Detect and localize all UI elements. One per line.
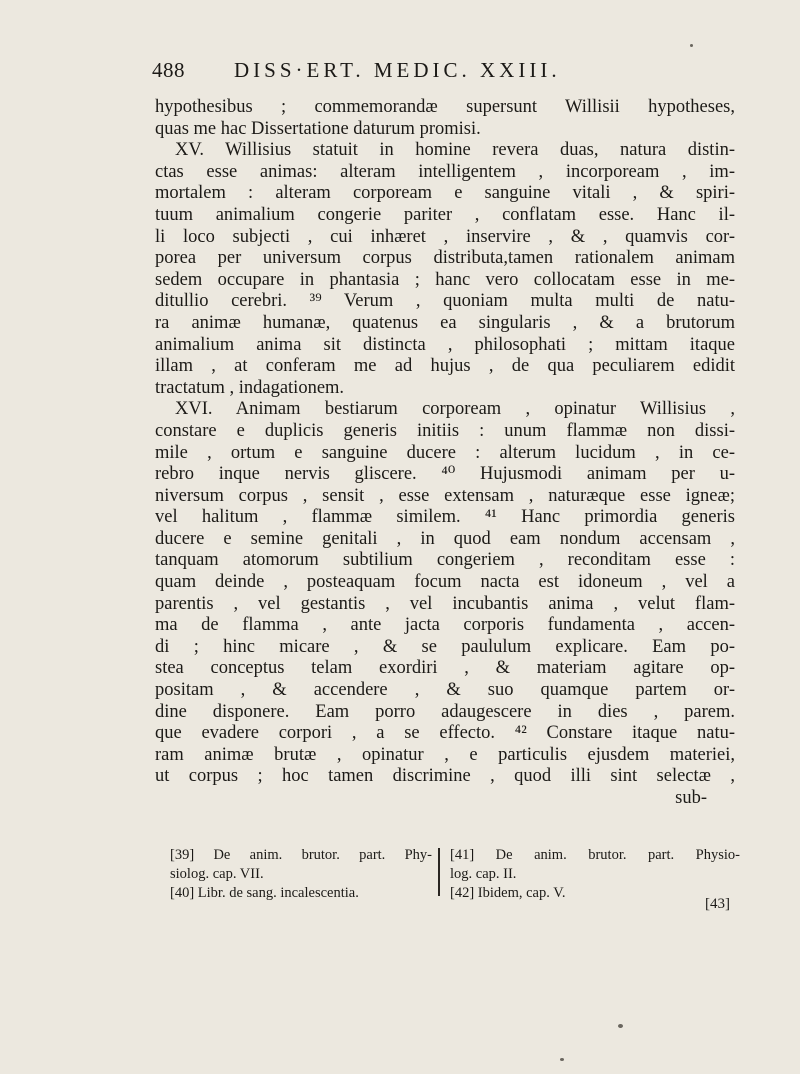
text-line: ma de flamma , ante jacta corporis fundamenta , accen-	[155, 615, 735, 636]
text-line: mile , ortum e sanguine ducere : alterum lucidum , in ce-	[155, 442, 735, 463]
text-line: di ; hinc micare , & se paululum explicare. Eam po-	[155, 636, 735, 657]
text-line: tuum animalium congerie pariter , conflatam esse. Hanc il-	[155, 204, 735, 225]
ink-speck	[690, 44, 693, 47]
text-line: positam , & accendere , & suo quamque partem or-	[155, 680, 735, 701]
footnotes-left-column	[170, 846, 432, 903]
ink-speck	[618, 1024, 623, 1028]
text-line: li loco subjecti , cui inhæret , inservire , & , quamvis cor-	[155, 226, 735, 247]
text-line: ducere e semine genitali , in quod eam nondum accensam ,	[155, 528, 735, 549]
text-line: ut corpus ; hoc tamen discrimine , quod illi sint selectæ ,	[155, 766, 735, 787]
footnote-line: [41] De anim. brutor. part. Physio-	[450, 847, 740, 863]
footnote-line: [39] De anim. brutor. part. Phy-	[170, 847, 432, 863]
text-line: niversum corpus , sensit , esse extensam , naturæque esse igneæ;	[155, 485, 735, 506]
footnote-divider	[438, 848, 440, 896]
footnotes-right-column	[450, 846, 740, 903]
running-head	[152, 58, 692, 88]
text-line: sedem occupare in phantasia ; hanc vero collocatam esse in me-	[155, 269, 735, 290]
footnote-line: siolog. cap. VII.	[170, 866, 264, 882]
text-line: animalium anima sit distincta , philosophati ; mittam itaque	[155, 334, 735, 355]
text-line: constare e duplicis generis initiis : unum flammæ non dissi-	[155, 420, 735, 441]
text-line: tanquam atomorum subtilium congeriem , reconditam esse :	[155, 550, 735, 571]
body-text	[155, 97, 735, 810]
text-line: stea conceptus telam exordiri , & materiam agitare op-	[155, 658, 735, 679]
text-line: quam deinde , posteaquam focum nacta est idoneum , vel a	[155, 572, 735, 593]
page-number: 488	[152, 58, 185, 82]
text-line: ditullio cerebri. ³⁹ Verum , quoniam multa multi de natu-	[155, 291, 735, 312]
ink-speck	[560, 1058, 564, 1061]
text-line: hypothesibus ; commemorandæ supersunt Willisii hypotheses,	[155, 97, 735, 117]
text-line: tractatum , indagationem.	[155, 377, 345, 398]
text-line: ra animæ humanæ, quatenus ea singularis , & a brutorum	[155, 312, 735, 333]
text-line: rebro inque nervis gliscere. ⁴⁰ Hujusmodi animam per u-	[155, 464, 735, 485]
text-line: porea per universum corpus distributa,tamen rationalem animam	[155, 248, 735, 269]
text-line: quas me hac Dissertatione daturum promisi.	[155, 118, 481, 139]
text-line: que evadere corpori , a se effecto. ⁴² Constare itaque natu-	[155, 723, 735, 744]
signature-mark: [43]	[705, 896, 730, 912]
text-line: XV. Willisius statuit in homine revera duas, natura distin-	[175, 140, 735, 161]
text-line: vel halitum , flammæ similem. ⁴¹ Hanc primordia generis	[155, 507, 735, 528]
text-line: XVI. Animam bestiarum corpoream , opinatur Willisius ,	[175, 399, 735, 420]
footnote-line: [42] Ibidem, cap. V.	[450, 885, 566, 901]
text-line: ram animæ brutæ , opinatur , e particulis ejusdem materiei,	[155, 744, 735, 765]
footnote-line: log. cap. II.	[450, 866, 517, 882]
text-line: parentis , vel gestantis , vel incubantis anima , velut flam-	[155, 593, 735, 614]
text-line: mortalem : alteram corpoream e sanguine vitali , & spiri-	[155, 183, 735, 204]
footnote-line: [40] Libr. de sang. incalescentia.	[170, 885, 359, 901]
text-line: illam , at conferam me ad hujus , de qua peculiarem edidit	[155, 356, 735, 377]
catchword: sub-	[675, 788, 707, 808]
text-line: dine disponere. Eam porro adaugescere in dies , parem.	[155, 701, 735, 722]
running-title: DISS·ERT. MEDIC. XXIII.	[234, 58, 561, 82]
text-line: ctas esse animas: alteram intelligentem , incorpoream , im-	[155, 161, 735, 182]
